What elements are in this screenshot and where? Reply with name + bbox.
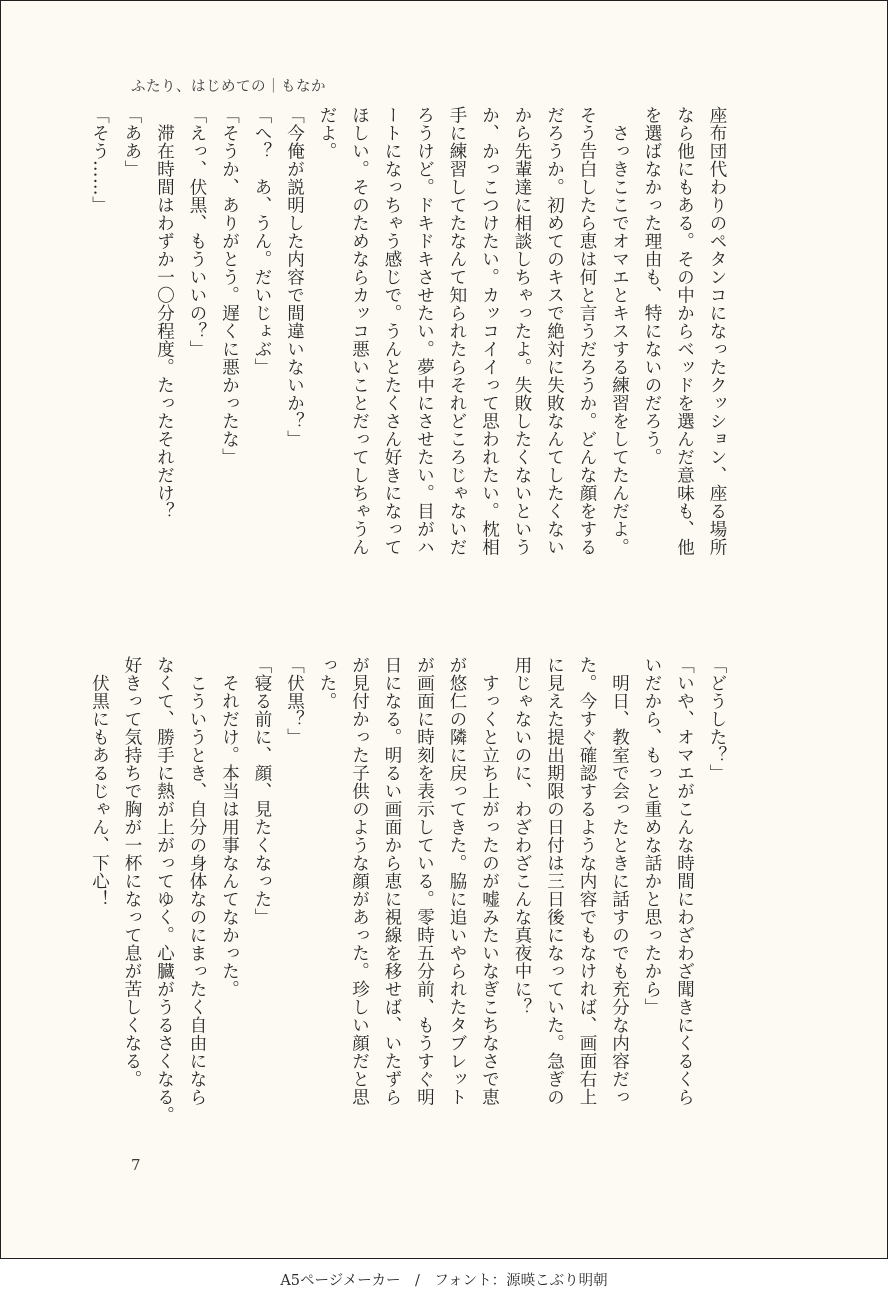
text-line: 「そうか、ありがとう。遅くに悪かったな」 xyxy=(219,106,240,466)
footer-caption: A5ページメーカー / フォント：源暎こぶり明朝 xyxy=(280,1273,608,1289)
text-line: 「ああ」 xyxy=(122,106,142,178)
text-line: こういうとき、自分の身体なのにまったく自由になら xyxy=(187,656,207,1106)
text-line: 「そう……」 xyxy=(89,106,110,214)
text-line: 用じゃないのに、わざわざこんな真夜中に？ xyxy=(512,656,532,1016)
text-line: 「へ？ あ、うん。だいじょぶ」 xyxy=(252,106,272,376)
text-line: から先輩達に相談しちゃったよ。失敗したくないという xyxy=(512,106,532,556)
text-line: 「伏黒？」 xyxy=(284,656,305,746)
text-line: が画面に時刻を表示している。零時五分前、もうすぐ明 xyxy=(414,656,435,1106)
text-line: さっきここでオマエとキスする練習をしてたんだよ。 xyxy=(609,106,630,556)
text-line: 「どうした？」 xyxy=(707,656,727,782)
text-line: だろうか。初めてのキスで絶対に失敗なんてしたくない xyxy=(544,106,565,556)
text-line: 好きって気持ちで胸が一杯になって息が苦しくなる。 xyxy=(122,656,142,1088)
body-text-bottom xyxy=(83,656,733,1166)
running-header: ふたり、はじめての｜もなか xyxy=(131,79,326,95)
text-line: 滞在時間はわずか一〇分程度。たったそれだけ？ xyxy=(154,106,175,520)
text-line: すっくと立ち上がったのが嘘みたいなぎこちなさで恵 xyxy=(479,656,500,1106)
text-line: が悠仁の隣に戻ってきた。脇に追いやられたタブレット xyxy=(447,656,467,1106)
text-line: った。 xyxy=(317,656,337,710)
text-line: それだけ。本当は用事なんてなかった。 xyxy=(219,656,240,998)
text-line: なくて、勝手に熱が上がってゆく。心臓がうるさくなる。 xyxy=(154,656,175,1124)
text-line: ろうけど。ドキドキさせたい。夢中にさせたい。目がハ xyxy=(414,106,435,556)
text-line: に見えた提出期限の日付は三日後になっていた。急ぎの xyxy=(544,656,565,1106)
text-line: 「今俺が説明した内容で間違いないか？」 xyxy=(284,106,305,448)
text-line: ートになっちゃう感じで。うんとたくさん好きになって xyxy=(382,106,402,556)
text-line: いだから、もっと重めな話かと思ったから」 xyxy=(642,656,662,1016)
text-line: 座布団代わりのペタンコになったクッション、座る場所 xyxy=(707,106,727,556)
text-line: 伏黒にもあるじゃん、下心！ xyxy=(89,656,110,908)
text-line: た。今すぐ確認するような内容でもなければ、画面右上 xyxy=(577,656,597,1106)
text-line: を選ばなかった理由も、特にないのだろう。 xyxy=(642,106,662,466)
text-line: 明日、教室で会ったときに話すのでも充分な内容だっ xyxy=(609,656,630,1106)
text-line: ほしい。そのためならカッコ悪いことだってしちゃうん xyxy=(349,106,370,556)
body-text-top xyxy=(83,106,733,616)
text-line: 「いや、オマエがこんな時間にわざわざ聞きにくるくら xyxy=(674,656,695,1106)
text-line: 手に練習してたなんて知られたらそれどころじゃないだ xyxy=(447,106,467,556)
text-line: が見付かった子供のような顔があった。珍しい顔だと思 xyxy=(349,656,370,1106)
text-line: 日になる。明るい画面から恵に視線を移せば、いたずら xyxy=(382,656,402,1106)
text-line: だよ。 xyxy=(317,106,337,160)
text-line: なら他にもある。その中からベッドを選んだ意味も、他 xyxy=(674,106,695,556)
text-line: そう告白したら恵は何と言うだろうか。どんな顔をする xyxy=(577,106,597,556)
text-line: 「寝る前に、顔、見たくなった」 xyxy=(252,656,272,926)
text-line: か、かっこつけたい。カッコイイって思われたい。枕相 xyxy=(479,106,500,556)
text-line: 「えっ、伏黒、もういいの？」 xyxy=(187,106,207,358)
page-number: 7 xyxy=(131,1156,141,1174)
